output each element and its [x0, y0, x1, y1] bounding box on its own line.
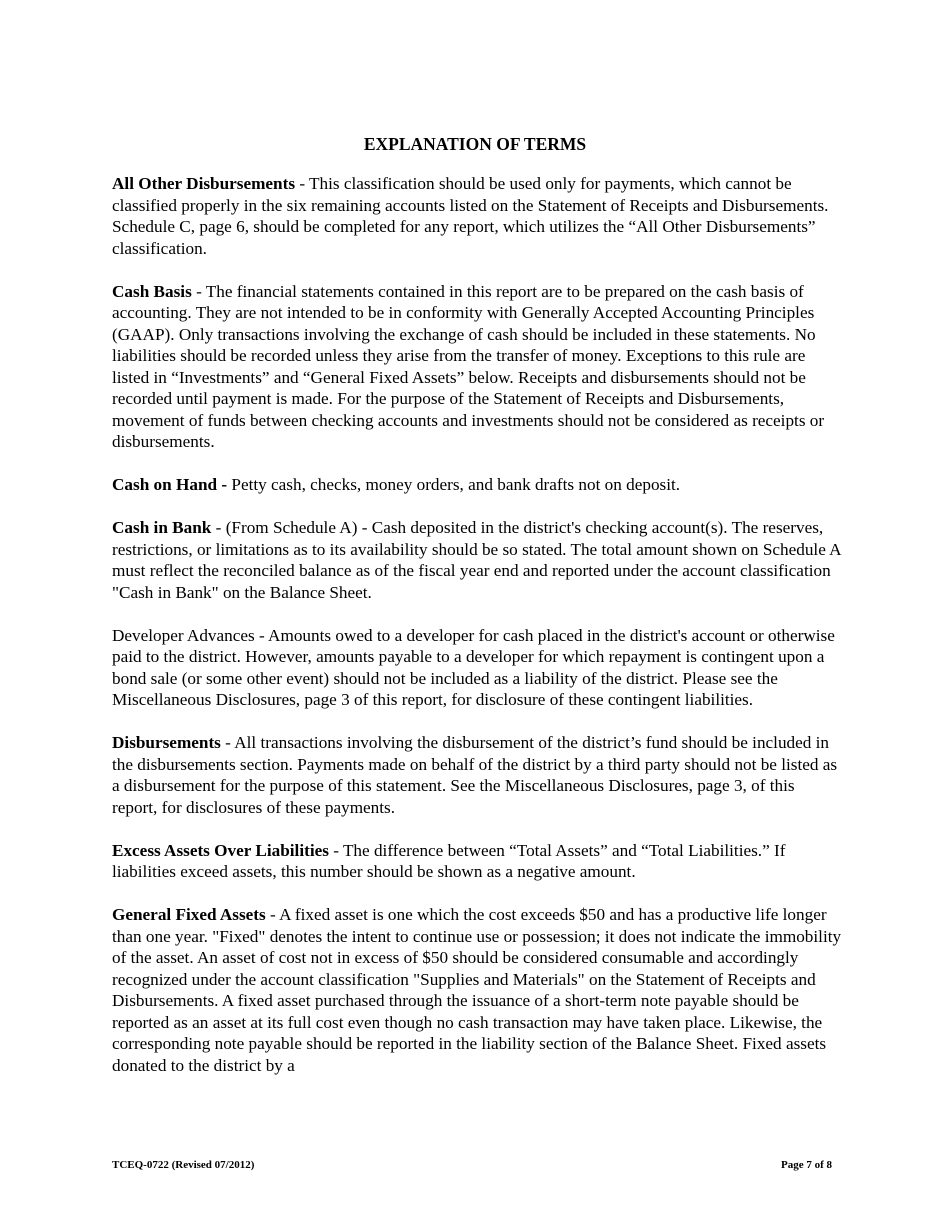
term-name: Disbursements: [112, 733, 221, 752]
term-disbursements: [112, 732, 842, 818]
term-cash-in-bank: [112, 517, 842, 603]
term-name: Excess Assets Over Liabilities: [112, 840, 329, 860]
page-title: EXPLANATION OF TERMS: [363, 134, 587, 154]
term-separator: -: [295, 174, 310, 193]
term-general-fixed-assets: [112, 904, 842, 1076]
term-excess-assets-over-liabilities: [112, 840, 842, 883]
term-name: Cash on Hand -: [112, 475, 228, 494]
term-separator: -: [191, 281, 206, 301]
footer-form-id: TCEQ-0722 (Revised 07/2012): [112, 1159, 255, 1171]
term-definition: All transactions involving the disbursement of the district’s fund should be included in the disbursements section. Payments made on behalf of the district by a third party should not be listed as a disbursement for the purpose of this statement. See the Miscellaneous Disclosures, page 3, of this report, for disclosures of these payments.: [112, 733, 838, 817]
term-name: Cash Basis: [112, 281, 192, 301]
term-definition: The financial statements contained in this report are to be prepared on the cash basis of accounting. They are not intended to be in conformity with Generally Accepted Accounting Principles (GAAP). Only transactions involving the exchange of cash should be included in these statements. No liabilities should be recorded unless they arise from the transfer of money. Exceptions to this rule are listed in “Investments” and “General Fixed Assets” below. Receipts and disbursements should not be recorded until payment is made. For the purpose of the Statement of Receipts and Disbursements, movement of funds between checking accounts and investments should not be considered as receipts or disbursements.: [112, 281, 825, 451]
term-name: All Other Disbursements: [112, 174, 296, 193]
term-definition: This classification should be used only for payments, which cannot be classified properly in the six remaining accounts listed on the Statement of Receipts and Disbursements. Schedule C, page 6, should be completed for any report, which utilizes the “All Other Disbursements” classification.: [112, 174, 829, 258]
footer-page-number: Page 7 of 8: [780, 1159, 832, 1171]
term-cash-on-hand: [112, 474, 842, 496]
term-separator: -: [220, 733, 235, 752]
term-cash-basis: [112, 281, 842, 453]
term-definition: A fixed asset is one which the cost exceeds $50 and has a productive life longer than one year. "Fixed" denotes the intent to continue use or possession; it does not indicate the immobility of the asset. An asset of cost not in excess of $50 should be considered consumable and accordingly recognized under the account classification "Supplies and Materials" on the Statement of Receipts and Disbursements. A fixed asset purchased through the issuance of a short-term note payable should be reported as an asset at its full cost even though no cash transaction may have taken place. Likewise, the corresponding note payable should be reported in the liability section of the Balance Sheet. Fixed assets donated to the district by a: [112, 905, 842, 1075]
term-definition: The difference between “Total Assets” and “Total Liabilities.” If liabilities exceed assets, this number should be shown as a negative amount.: [112, 840, 786, 881]
term-definition: Petty cash, checks, money orders, and bank drafts not on deposit.: [231, 475, 681, 494]
term-name: General Fixed Assets: [112, 905, 266, 924]
term-definition: Developer Advances - Amounts owed to a developer for cash placed in the district's account or otherwise paid to the district. However, amounts payable to a developer for which repayment is contingent upon a bond sale (or some other event) should not be included as a liability of the district. Please see the Miscellaneous Disclosures, page 3 of this report, for disclosure of these contingent liabilities.: [112, 625, 835, 709]
term-separator: -: [265, 905, 280, 924]
term-developer-advances: [112, 625, 842, 711]
term-separator: -: [328, 840, 343, 860]
term-name: Cash in Bank: [112, 518, 212, 537]
terms-list: [112, 173, 842, 1098]
term-definition: (From Schedule A) - Cash deposited in the district's checking account(s). The reserves, restrictions, or limitations as to its availability should be so stated. The total amount shown on Schedule A must reflect the reconciled balance as of the fiscal year end and reported under the account classification "Cash in Bank" on the Balance Sheet.: [112, 518, 841, 602]
term-all-other-disbursements: [112, 173, 842, 259]
term-separator: -: [211, 518, 226, 537]
